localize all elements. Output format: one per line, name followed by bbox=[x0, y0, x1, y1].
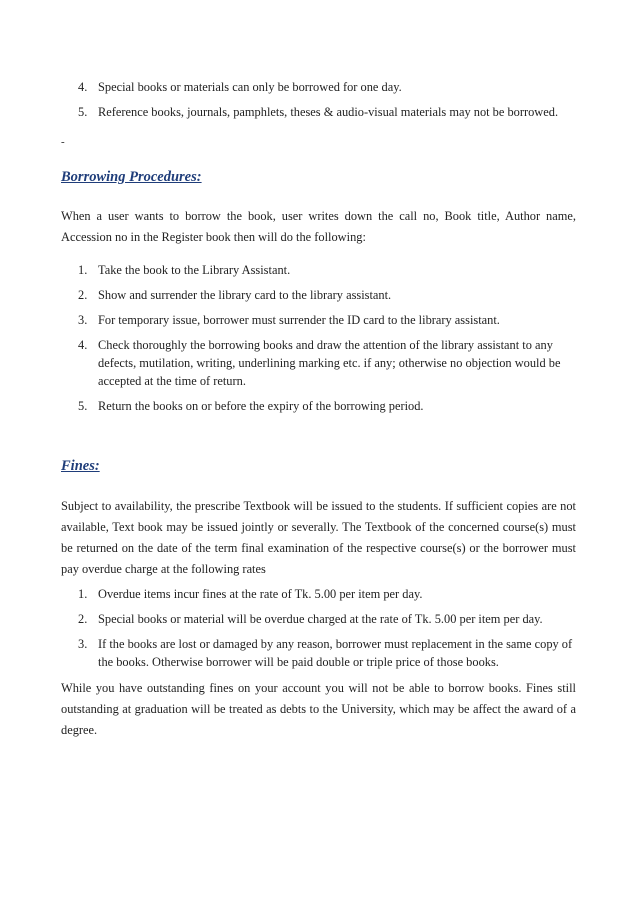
list-item-text: Reference books, journals, pamphlets, theses & audio-visual materials may not be borrowed. bbox=[98, 105, 559, 119]
list-item bbox=[78, 336, 578, 390]
fines-rates-list bbox=[78, 585, 578, 671]
list-item-text: Special books or materials can only be borrowed for one day. bbox=[98, 80, 402, 94]
fines-closing-paragraph: While you have outstanding fines on your account you will not be able to borrow books. Fines still outstanding at graduation will be treated as debts to the University, which may be affect the award of a degree. bbox=[61, 681, 576, 737]
list-item bbox=[78, 585, 578, 603]
list-item-text: Return the books on or before the expiry of the borrowing period. bbox=[98, 399, 424, 413]
list-item-text: Overdue items incur fines at the rate of Tk. 5.00 per item per day. bbox=[98, 587, 423, 601]
fines-intro-paragraph bbox=[61, 496, 576, 580]
list-item bbox=[78, 286, 578, 304]
fines-heading: Fines: bbox=[61, 458, 100, 474]
list-item-text: Take the book to the Library Assistant. bbox=[98, 263, 291, 277]
list-item-number: 4. bbox=[78, 80, 88, 94]
list-item-number: 2. bbox=[78, 612, 88, 626]
borrowing-procedures-heading: Borrowing Procedures: bbox=[61, 169, 202, 185]
list-item-text: If the books are lost or damaged by any reason, borrower must replacement in the same copy of the books. Otherwise borrower will be paid double or triple price of those books. bbox=[98, 637, 573, 669]
list-item bbox=[78, 311, 578, 329]
list-item-number: 5. bbox=[78, 105, 88, 119]
list-item-number: 1. bbox=[78, 263, 88, 277]
list-item-number: 3. bbox=[78, 637, 88, 651]
list-item-number: 5. bbox=[78, 399, 88, 413]
list-item bbox=[78, 103, 578, 121]
borrowing-steps-list bbox=[78, 261, 578, 415]
list-item-text: Check thoroughly the borrowing books and draw the attention of the library assistant to any defects, mutilation, writing, underlining marking etc. if any; otherwise no objection would be accepted at the time of return. bbox=[98, 338, 561, 388]
list-item-text: Show and surrender the library card to the library assistant. bbox=[98, 288, 392, 302]
list-item-number: 1. bbox=[78, 587, 88, 601]
list-item-number: 3. bbox=[78, 313, 88, 327]
list-item bbox=[78, 261, 578, 279]
borrowing-intro-paragraph: When a user wants to borrow the book, user writes down the call no, Book title, Author name, Accession no in the Register book then will do the following: bbox=[61, 209, 576, 244]
list-item bbox=[78, 610, 578, 628]
fines-intro-text: Subject to availability, the prescribe Textbook will be issued to the students. If sufficient copies are not available, Text book may be issued jointly or severally. The Textbook of the concerned course(s) must be returned on the date of the term final examination of the respective course(s) or the borrower must pay overdue charge at the following rates bbox=[61, 499, 576, 576]
list-item bbox=[78, 635, 578, 671]
dash-mark: - bbox=[61, 136, 65, 148]
list-item-number: 2. bbox=[78, 288, 88, 302]
top-list bbox=[78, 78, 578, 121]
list-item-number: 4. bbox=[78, 338, 88, 352]
list-item-text: Special books or material will be overdue charged at the rate of Tk. 5.00 per item per day. bbox=[98, 612, 543, 626]
list-item-text: For temporary issue, borrower must surrender the ID card to the library assistant. bbox=[98, 313, 500, 327]
list-item bbox=[78, 78, 578, 96]
list-item bbox=[78, 397, 578, 415]
